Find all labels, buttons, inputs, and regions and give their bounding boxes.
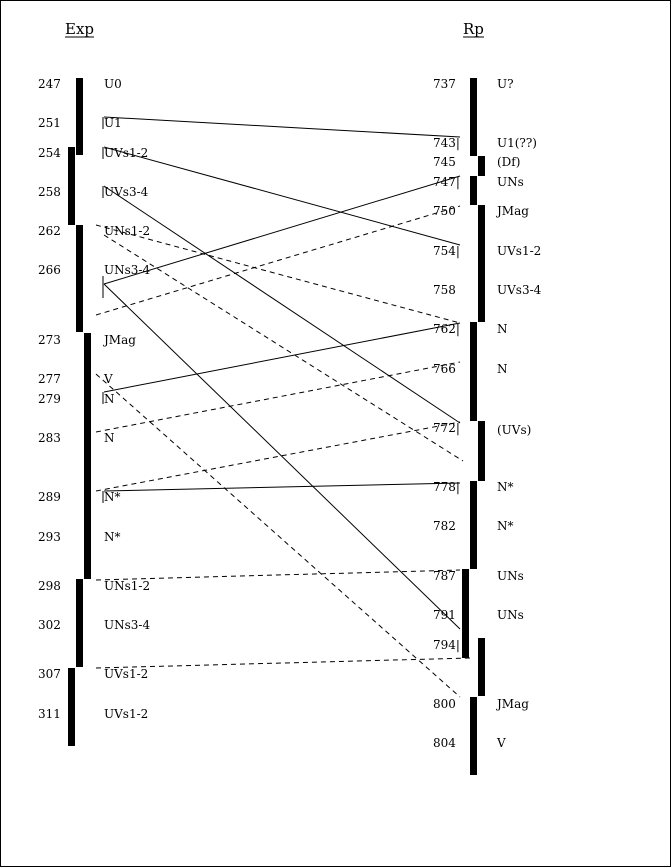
- left-number: 279: [38, 392, 61, 406]
- segment-bar: [84, 430, 91, 489]
- right-label: UVs3-4: [497, 283, 542, 297]
- connector-line: [104, 323, 460, 392]
- right-number: 778|: [433, 480, 460, 494]
- right-label: N*: [497, 519, 514, 533]
- segment-bar: [76, 225, 83, 264]
- segment-bar: [84, 489, 91, 529]
- connector-dashed-line: [96, 362, 460, 432]
- left-label: UVs1-2: [104, 667, 149, 681]
- left-segment-bars: [68, 78, 91, 746]
- segment-bar: [68, 186, 75, 225]
- dashed-connectors: [96, 206, 470, 697]
- left-label: N*: [104, 530, 121, 544]
- connector-dashed-line: [104, 235, 463, 461]
- left-label: N: [104, 392, 115, 406]
- segment-bar: [470, 520, 477, 569]
- left-label: UNs1-2: [104, 224, 151, 238]
- connector-dashed-line: [96, 225, 460, 323]
- segment-bar: [462, 569, 469, 608]
- segment-bar: [76, 78, 83, 155]
- segment-bar: [84, 391, 91, 430]
- segment-bar: [76, 579, 83, 618]
- left-number: 302: [38, 618, 61, 632]
- segment-bar: [478, 205, 485, 244]
- right-number: 758: [433, 283, 456, 297]
- right-labels: [495, 77, 542, 750]
- segment-bar: [84, 333, 91, 372]
- left-label: U0: [104, 77, 122, 91]
- segment-bar: [478, 156, 485, 176]
- segment-bar: [470, 361, 477, 421]
- right-number: 747|: [433, 175, 460, 189]
- left-numbers: [38, 77, 61, 721]
- right-label: U?: [497, 77, 514, 91]
- segment-bar: [462, 638, 469, 658]
- left-number: 262: [38, 224, 61, 238]
- segment-bar: [470, 78, 477, 136]
- right-number: 791: [433, 608, 456, 622]
- left-label: UVs1-2: [104, 707, 149, 721]
- left-number: 254: [38, 146, 61, 160]
- connector-dashed-line: [96, 422, 460, 491]
- segment-bar: [68, 147, 75, 186]
- header-left: Exp: [65, 20, 95, 38]
- right-number: 745: [433, 155, 456, 169]
- segment-bar: [470, 736, 477, 775]
- right-label: JMag: [497, 204, 529, 218]
- right-label: UNs: [497, 608, 524, 622]
- connector-dashed-line: [96, 658, 470, 668]
- connector-dashed-line: [96, 570, 460, 580]
- left-label: N*: [104, 490, 121, 504]
- left-labels: [102, 77, 150, 721]
- connector-line: [104, 284, 460, 629]
- left-label: UNs1-2: [104, 579, 151, 593]
- right-label: N: [497, 322, 508, 336]
- left-number: 273: [38, 333, 61, 347]
- segment-bar: [68, 668, 75, 707]
- left-label: UVs3-4: [104, 185, 149, 199]
- left-label: UNs3-4: [104, 263, 151, 277]
- right-number: 787: [433, 569, 456, 583]
- right-number: 782: [433, 519, 456, 533]
- right-label: UNs: [497, 175, 524, 189]
- segment-bar: [470, 136, 477, 156]
- left-number: 311: [38, 707, 61, 721]
- left-label: JMag: [104, 333, 136, 347]
- left-number: 298: [38, 579, 61, 593]
- right-number: 794|: [433, 638, 460, 652]
- right-number: 737: [433, 77, 456, 91]
- left-label: U1: [104, 116, 122, 130]
- segment-bar: [68, 707, 75, 746]
- right-label: U1(??): [497, 136, 537, 150]
- right-label: (Df): [497, 155, 521, 169]
- left-number: 307: [38, 667, 61, 681]
- right-number: 766: [433, 362, 456, 376]
- right-label: JMag: [497, 697, 529, 711]
- right-number: 743|: [433, 136, 460, 150]
- right-number: 754|: [433, 244, 460, 258]
- segment-bar: [478, 638, 485, 696]
- right-label: UVs1-2: [497, 244, 542, 258]
- right-number: 772|: [433, 421, 460, 435]
- segment-bar: [470, 322, 477, 361]
- connector-line: [104, 483, 460, 491]
- right-label: V: [497, 736, 506, 750]
- right-number: 762|: [433, 322, 460, 336]
- connector-dashed-line: [96, 374, 460, 697]
- segment-bar: [84, 529, 91, 579]
- left-number: 247: [38, 77, 61, 91]
- segment-bar: [84, 372, 91, 391]
- left-label: UNs3-4: [104, 618, 151, 632]
- connector-dashed-line: [96, 206, 460, 315]
- segment-bar: [470, 481, 477, 520]
- left-number: 289: [38, 490, 61, 504]
- left-number: 266: [38, 263, 61, 277]
- left-number: 283: [38, 431, 61, 445]
- segment-bar: [478, 283, 485, 322]
- segment-bar: [76, 264, 83, 332]
- segment-bar: [462, 608, 469, 638]
- right-number: 750: [433, 204, 456, 218]
- left-label: N: [104, 431, 115, 445]
- segment-bar: [470, 697, 477, 736]
- right-label: UNs: [497, 569, 524, 583]
- right-label: (UVs): [497, 423, 532, 437]
- left-number: 277: [38, 372, 61, 386]
- right-number: 800: [433, 697, 456, 711]
- segment-bar: [470, 176, 477, 205]
- connector-line: [104, 117, 460, 137]
- segment-bar: [478, 421, 485, 481]
- left-label: V: [104, 372, 113, 386]
- right-number: 804: [433, 736, 456, 750]
- solid-connectors: [104, 117, 460, 629]
- left-number: 251: [38, 116, 61, 130]
- right-label: N*: [497, 480, 514, 494]
- left-number: 258: [38, 185, 61, 199]
- segment-bar: [76, 618, 83, 667]
- left-number: 293: [38, 530, 61, 544]
- segment-bar: [478, 244, 485, 283]
- left-label: UVs1-2: [104, 146, 149, 160]
- right-segment-bars: [462, 78, 485, 775]
- right-label: N: [497, 362, 508, 376]
- header-right: Rp: [463, 20, 484, 38]
